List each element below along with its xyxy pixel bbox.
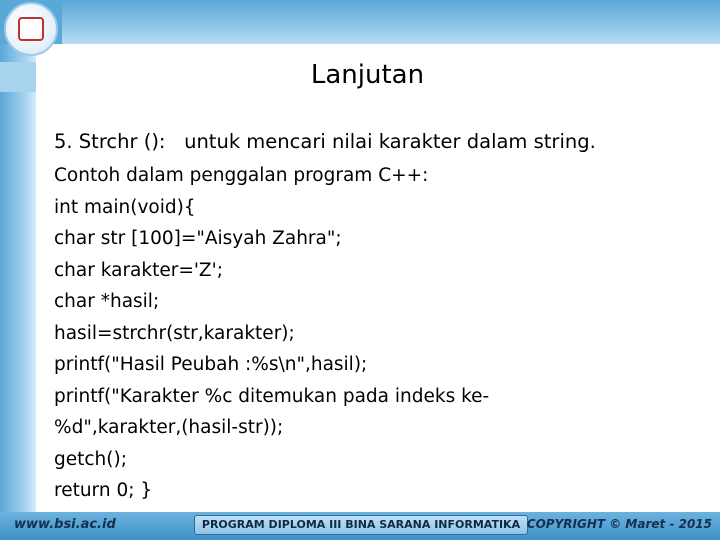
code-line: char karakter='Z'; xyxy=(54,259,223,281)
slide-title-text: Lanjutan xyxy=(310,60,425,90)
code-line: printf("Karakter %c ditemukan pada indeks ke- xyxy=(54,385,490,407)
footer-copyright: COPYRIGHT © Maret - 2015 xyxy=(526,517,712,531)
code-line: getch(); xyxy=(54,448,127,470)
footer-bar xyxy=(0,512,720,540)
code-line: return 0; } xyxy=(54,480,153,501)
slide-title xyxy=(0,60,720,90)
footer-program: PROGRAM DIPLOMA III BINA SARANA INFORMATIKA xyxy=(194,515,528,535)
code-line: printf("Hasil Peubah :%s\n",hasil); xyxy=(54,354,368,375)
body-line: 5. Strchr (): untuk mencari nilai karakter dalam string. xyxy=(54,130,596,153)
body-line: Contoh dalam penggalan program C++: xyxy=(54,165,429,186)
code-line: char str [100]="Aisyah Zahra"; xyxy=(54,228,342,249)
bsi-logo-icon xyxy=(4,2,58,56)
left-rail xyxy=(0,44,36,514)
logo-emblem xyxy=(18,17,44,41)
code-line: hasil=strchr(str,karakter); xyxy=(54,322,295,344)
code-line: char *hasil; xyxy=(54,291,160,312)
code-line: int main(void){ xyxy=(54,196,196,218)
slide-body xyxy=(54,124,694,507)
code-line: %d",karakter,(hasil-str)); xyxy=(54,417,284,438)
top-banner xyxy=(0,0,720,44)
footer-website: www.bsi.ac.id xyxy=(14,517,116,532)
